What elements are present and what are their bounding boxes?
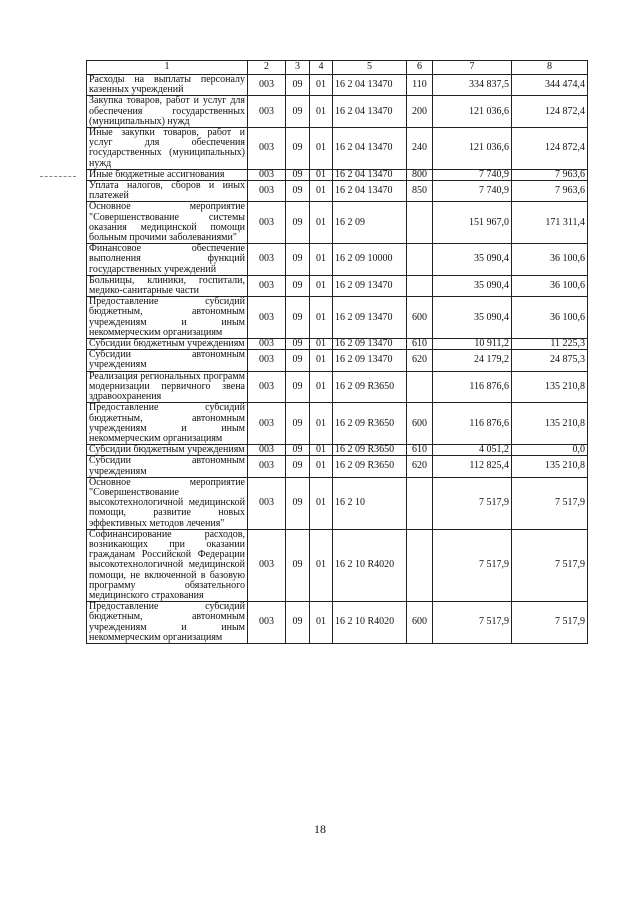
cell-expense-type <box>407 371 433 403</box>
cell-amount-year-1: 121 036,6 <box>433 128 512 170</box>
cell-name: Расходы на выплаты персоналу казенных учреждений <box>87 75 248 96</box>
cell-subsection: 01 <box>310 181 333 202</box>
cell-expense-type: 610 <box>407 445 433 456</box>
cell-section: 09 <box>286 128 310 170</box>
cell-amount-year-1: 121 036,6 <box>433 96 512 128</box>
cell-section: 09 <box>286 275 310 296</box>
cell-target-article: 16 2 09 13470 <box>333 339 407 350</box>
cell-amount-year-1: 7 517,9 <box>433 602 512 644</box>
table-row <box>87 529 588 601</box>
table-row <box>87 350 588 371</box>
cell-amount-year-1: 35 090,4 <box>433 297 512 339</box>
cell-name: Иные закупки товаров, работ и услуг для обеспечения государственных (муниципальных) нужд <box>87 128 248 170</box>
cell-subsection: 01 <box>310 602 333 644</box>
cell-section: 09 <box>286 445 310 456</box>
cell-expense-type: 600 <box>407 602 433 644</box>
cell-section: 09 <box>286 202 310 244</box>
cell-amount-year-1: 7 740,9 <box>433 169 512 180</box>
cell-target-article: 16 2 04 13470 <box>333 169 407 180</box>
cell-amount-year-2: 344 474,4 <box>512 75 588 96</box>
cell-amount-year-1: 35 090,4 <box>433 275 512 296</box>
cell-expense-type: 850 <box>407 181 433 202</box>
table-row <box>87 244 588 276</box>
cell-target-article: 16 2 09 R3650 <box>333 371 407 403</box>
header-col-2: 2 <box>248 61 286 75</box>
cell-name: Субсидии автономным учреждениям <box>87 456 248 477</box>
cell-subsection: 01 <box>310 96 333 128</box>
cell-target-article: 16 2 10 <box>333 477 407 529</box>
cell-section: 09 <box>286 456 310 477</box>
cell-ministry-code: 003 <box>248 297 286 339</box>
cell-subsection: 01 <box>310 339 333 350</box>
cell-target-article: 16 2 04 13470 <box>333 128 407 170</box>
cell-amount-year-1: 4 051,2 <box>433 445 512 456</box>
header-col-8: 8 <box>512 61 588 75</box>
cell-ministry-code: 003 <box>248 275 286 296</box>
cell-subsection: 01 <box>310 75 333 96</box>
table-row <box>87 445 588 456</box>
cell-expense-type <box>407 202 433 244</box>
cell-target-article: 16 2 09 <box>333 202 407 244</box>
cell-amount-year-2: 124 872,4 <box>512 96 588 128</box>
cell-target-article: 16 2 09 R3650 <box>333 456 407 477</box>
margin-scan-mark <box>40 176 76 177</box>
cell-name: Предоставление субсидий бюджетным, автономным учреждениям и иным некоммерческим организациям <box>87 403 248 445</box>
cell-amount-year-2: 124 872,4 <box>512 128 588 170</box>
cell-subsection: 01 <box>310 477 333 529</box>
cell-section: 09 <box>286 75 310 96</box>
table-row <box>87 202 588 244</box>
cell-expense-type: 620 <box>407 456 433 477</box>
cell-name: Софинансирование расходов, возникающих при оказании гражданам Российской Федерации высокотехнологичной медицинской помощи, не включенной в базовую программу обязательного медицинского страхования <box>87 529 248 601</box>
cell-name: Предоставление субсидий бюджетным, автономным учреждениям и иным некоммерческим организациям <box>87 602 248 644</box>
cell-expense-type: 240 <box>407 128 433 170</box>
cell-amount-year-2: 7 517,9 <box>512 529 588 601</box>
table-body <box>87 75 588 644</box>
cell-subsection: 01 <box>310 244 333 276</box>
cell-subsection: 01 <box>310 456 333 477</box>
table-row <box>87 602 588 644</box>
cell-section: 09 <box>286 529 310 601</box>
cell-section: 09 <box>286 403 310 445</box>
cell-amount-year-2: 36 100,6 <box>512 275 588 296</box>
cell-expense-type: 600 <box>407 403 433 445</box>
table-row <box>87 169 588 180</box>
cell-amount-year-1: 112 825,4 <box>433 456 512 477</box>
table-row <box>87 75 588 96</box>
header-col-7: 7 <box>433 61 512 75</box>
cell-name: Субсидии бюджетным учреждениям <box>87 445 248 456</box>
budget-table <box>86 60 588 644</box>
cell-amount-year-1: 116 876,6 <box>433 371 512 403</box>
cell-ministry-code: 003 <box>248 350 286 371</box>
header-col-1: 1 <box>87 61 248 75</box>
cell-amount-year-2: 7 963,6 <box>512 181 588 202</box>
cell-section: 09 <box>286 181 310 202</box>
cell-ministry-code: 003 <box>248 128 286 170</box>
cell-target-article: 16 2 10 R4020 <box>333 602 407 644</box>
cell-amount-year-1: 116 876,6 <box>433 403 512 445</box>
table-row <box>87 181 588 202</box>
cell-amount-year-2: 7 517,9 <box>512 477 588 529</box>
cell-section: 09 <box>286 350 310 371</box>
cell-name: Основное мероприятие "Совершенствование высокотехнологичной медицинской помощи, развитие новых эффективных методов лечения" <box>87 477 248 529</box>
cell-amount-year-2: 135 210,8 <box>512 403 588 445</box>
table-row <box>87 371 588 403</box>
table-header-row <box>87 61 588 75</box>
cell-name: Закупка товаров, работ и услуг для обеспечения государственных (муниципальных) нужд <box>87 96 248 128</box>
cell-ministry-code: 003 <box>248 244 286 276</box>
cell-amount-year-2: 135 210,8 <box>512 456 588 477</box>
cell-amount-year-1: 151 967,0 <box>433 202 512 244</box>
page-number: 18 <box>314 822 326 836</box>
cell-ministry-code: 003 <box>248 477 286 529</box>
cell-ministry-code: 003 <box>248 529 286 601</box>
cell-name: Финансовое обеспечение выполнения функций государственных учреждений <box>87 244 248 276</box>
cell-ministry-code: 003 <box>248 202 286 244</box>
cell-amount-year-1: 334 837,5 <box>433 75 512 96</box>
cell-expense-type: 610 <box>407 339 433 350</box>
cell-section: 09 <box>286 602 310 644</box>
cell-ministry-code: 003 <box>248 75 286 96</box>
cell-target-article: 16 2 09 10000 <box>333 244 407 276</box>
cell-name: Иные бюджетные ассигнования <box>87 169 248 180</box>
cell-amount-year-2: 24 875,3 <box>512 350 588 371</box>
cell-expense-type <box>407 529 433 601</box>
cell-section: 09 <box>286 339 310 350</box>
cell-name: Субсидии бюджетным учреждениям <box>87 339 248 350</box>
header-col-4: 4 <box>310 61 333 75</box>
cell-name: Субсидии автономным учреждениям <box>87 350 248 371</box>
table-row <box>87 477 588 529</box>
cell-subsection: 01 <box>310 371 333 403</box>
cell-ministry-code: 003 <box>248 602 286 644</box>
cell-section: 09 <box>286 169 310 180</box>
cell-subsection: 01 <box>310 275 333 296</box>
cell-subsection: 01 <box>310 128 333 170</box>
cell-section: 09 <box>286 96 310 128</box>
cell-target-article: 16 2 10 R4020 <box>333 529 407 601</box>
cell-amount-year-1: 35 090,4 <box>433 244 512 276</box>
cell-ministry-code: 003 <box>248 181 286 202</box>
cell-name: Больницы, клиники, госпитали, медико-санитарные части <box>87 275 248 296</box>
cell-amount-year-2: 171 311,4 <box>512 202 588 244</box>
cell-amount-year-2: 0,0 <box>512 445 588 456</box>
table-row <box>87 456 588 477</box>
table-row <box>87 403 588 445</box>
cell-ministry-code: 003 <box>248 96 286 128</box>
cell-target-article: 16 2 09 13470 <box>333 297 407 339</box>
cell-target-article: 16 2 09 R3650 <box>333 403 407 445</box>
cell-amount-year-2: 36 100,6 <box>512 297 588 339</box>
cell-amount-year-1: 7 517,9 <box>433 529 512 601</box>
cell-expense-type: 800 <box>407 169 433 180</box>
header-col-6: 6 <box>407 61 433 75</box>
cell-ministry-code: 003 <box>248 456 286 477</box>
cell-expense-type: 620 <box>407 350 433 371</box>
cell-ministry-code: 003 <box>248 445 286 456</box>
table-row <box>87 339 588 350</box>
cell-target-article: 16 2 04 13470 <box>333 181 407 202</box>
cell-amount-year-1: 7 517,9 <box>433 477 512 529</box>
cell-target-article: 16 2 09 R3650 <box>333 445 407 456</box>
cell-expense-type: 200 <box>407 96 433 128</box>
cell-expense-type: 110 <box>407 75 433 96</box>
cell-target-article: 16 2 09 13470 <box>333 275 407 296</box>
cell-target-article: 16 2 04 13470 <box>333 75 407 96</box>
table-row <box>87 297 588 339</box>
cell-ministry-code: 003 <box>248 169 286 180</box>
cell-expense-type <box>407 477 433 529</box>
table-row <box>87 128 588 170</box>
cell-name: Предоставление субсидий бюджетным, автономным учреждениям и иным некоммерческим организациям <box>87 297 248 339</box>
cell-subsection: 01 <box>310 529 333 601</box>
cell-subsection: 01 <box>310 403 333 445</box>
cell-subsection: 01 <box>310 169 333 180</box>
cell-expense-type <box>407 275 433 296</box>
cell-expense-type: 600 <box>407 297 433 339</box>
header-col-5: 5 <box>333 61 407 75</box>
cell-expense-type <box>407 244 433 276</box>
cell-ministry-code: 003 <box>248 371 286 403</box>
cell-subsection: 01 <box>310 350 333 371</box>
cell-amount-year-1: 24 179,2 <box>433 350 512 371</box>
cell-amount-year-2: 7 517,9 <box>512 602 588 644</box>
cell-target-article: 16 2 09 13470 <box>333 350 407 371</box>
cell-amount-year-1: 10 911,2 <box>433 339 512 350</box>
table-row <box>87 96 588 128</box>
cell-name: Уплата налогов, сборов и иных платежей <box>87 181 248 202</box>
table-row <box>87 275 588 296</box>
cell-amount-year-2: 11 225,3 <box>512 339 588 350</box>
cell-amount-year-2: 7 963,6 <box>512 169 588 180</box>
cell-amount-year-1: 7 740,9 <box>433 181 512 202</box>
cell-target-article: 16 2 04 13470 <box>333 96 407 128</box>
cell-amount-year-2: 36 100,6 <box>512 244 588 276</box>
cell-name: Основное мероприятие "Совершенствование системы оказания медицинской помощи больным прочими заболеваниями" <box>87 202 248 244</box>
cell-ministry-code: 003 <box>248 403 286 445</box>
cell-subsection: 01 <box>310 297 333 339</box>
header-col-3: 3 <box>286 61 310 75</box>
cell-name: Реализация региональных программ модернизации первичного звена здравоохранения <box>87 371 248 403</box>
cell-section: 09 <box>286 371 310 403</box>
cell-section: 09 <box>286 297 310 339</box>
cell-section: 09 <box>286 244 310 276</box>
cell-ministry-code: 003 <box>248 339 286 350</box>
cell-amount-year-2: 135 210,8 <box>512 371 588 403</box>
cell-subsection: 01 <box>310 445 333 456</box>
cell-section: 09 <box>286 477 310 529</box>
cell-subsection: 01 <box>310 202 333 244</box>
